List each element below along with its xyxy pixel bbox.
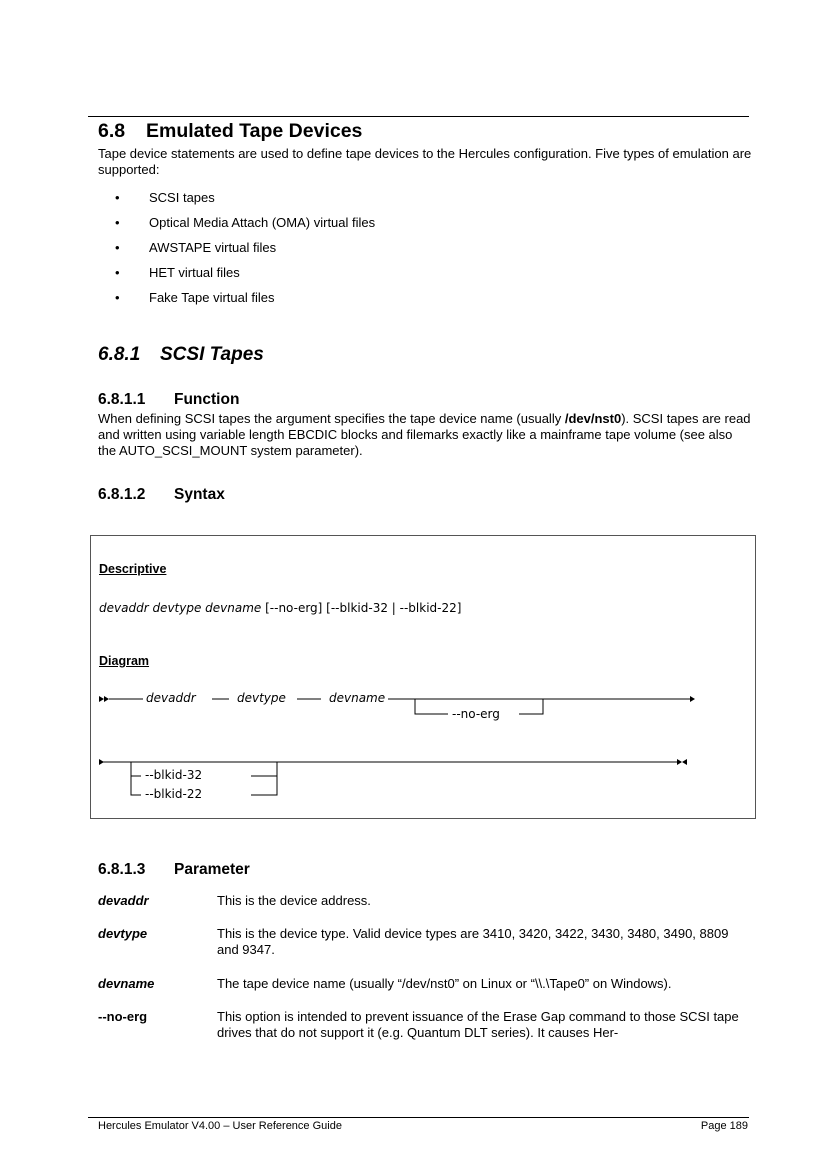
descriptive-syntax: devaddr devtype devname [--no-erg] [--blkid-32 | --blkid-22]: [99, 601, 462, 615]
parameter-heading: 6.8.1.3 Parameter: [98, 861, 250, 878]
param-desc: This is the device address.: [217, 893, 371, 908]
syntax-heading: 6.8.1.2 Syntax: [98, 486, 225, 503]
footer-title: Hercules Emulator V4.00 – User Reference Guide: [98, 1120, 342, 1132]
bullet-item: • SCSI tapes: [115, 190, 215, 205]
bullet-item: • AWSTAPE virtual files: [115, 240, 277, 255]
footer-rule: [88, 1117, 749, 1118]
diagram-devtype: devtype: [237, 691, 286, 705]
diagram-devaddr: devaddr: [146, 691, 196, 705]
function-paragraph: When defining SCSI tapes the argument specifies the tape device name (usually /dev/nst0). SCSI tapes are read and written using variable length EBCDIC blocks and filemarks exactly like a mainframe tape volume (see also the AUTO_SCSI_MOUNT system parameter).: [98, 411, 751, 458]
bullet-item: • Optical Media Attach (OMA) virtual files: [115, 215, 376, 230]
param-term: devname: [98, 976, 155, 991]
diagram-no-erg: --no-erg: [452, 707, 500, 721]
param-term: devaddr: [98, 893, 149, 908]
param-desc: This option is intended to prevent issuance of the Erase Gap command to those SCSI tape drives that do not support it (e.g. Quantum DLT series). It causes Her-: [217, 1009, 739, 1040]
section-heading: 6.8 Emulated Tape Devices: [98, 120, 363, 142]
heading-rule: [88, 116, 749, 117]
param-desc: This is the device type. Valid device types are 3410, 3420, 3422, 3430, 3480, 3490, 8809 and 9347.: [217, 926, 729, 957]
param-term: devtype: [98, 926, 148, 941]
diagram-devname: devname: [329, 691, 386, 705]
descriptive-label: Descriptive: [99, 562, 167, 576]
syntax-box: [90, 535, 756, 819]
subsection-heading: 6.8.1 SCSI Tapes: [98, 344, 264, 365]
bullet-item: • Fake Tape virtual files: [115, 290, 275, 305]
diagram-blkid-22: --blkid-22: [145, 787, 203, 801]
diagram-blkid-32: --blkid-32: [145, 768, 203, 782]
page-number: Page 189: [700, 1120, 748, 1132]
function-heading: 6.8.1.1 Function: [98, 391, 240, 408]
diagram-label: Diagram: [99, 654, 150, 668]
intro-paragraph: Tape device statements are used to define tape devices to the Hercules configuration. Five types of emulation are supported:: [98, 146, 752, 177]
param-desc: The tape device name (usually “/dev/nst0” on Linux or “\\.\Tape0” on Windows).: [217, 976, 672, 991]
param-term: --no-erg: [98, 1009, 148, 1024]
bullet-item: • HET virtual files: [115, 265, 240, 280]
